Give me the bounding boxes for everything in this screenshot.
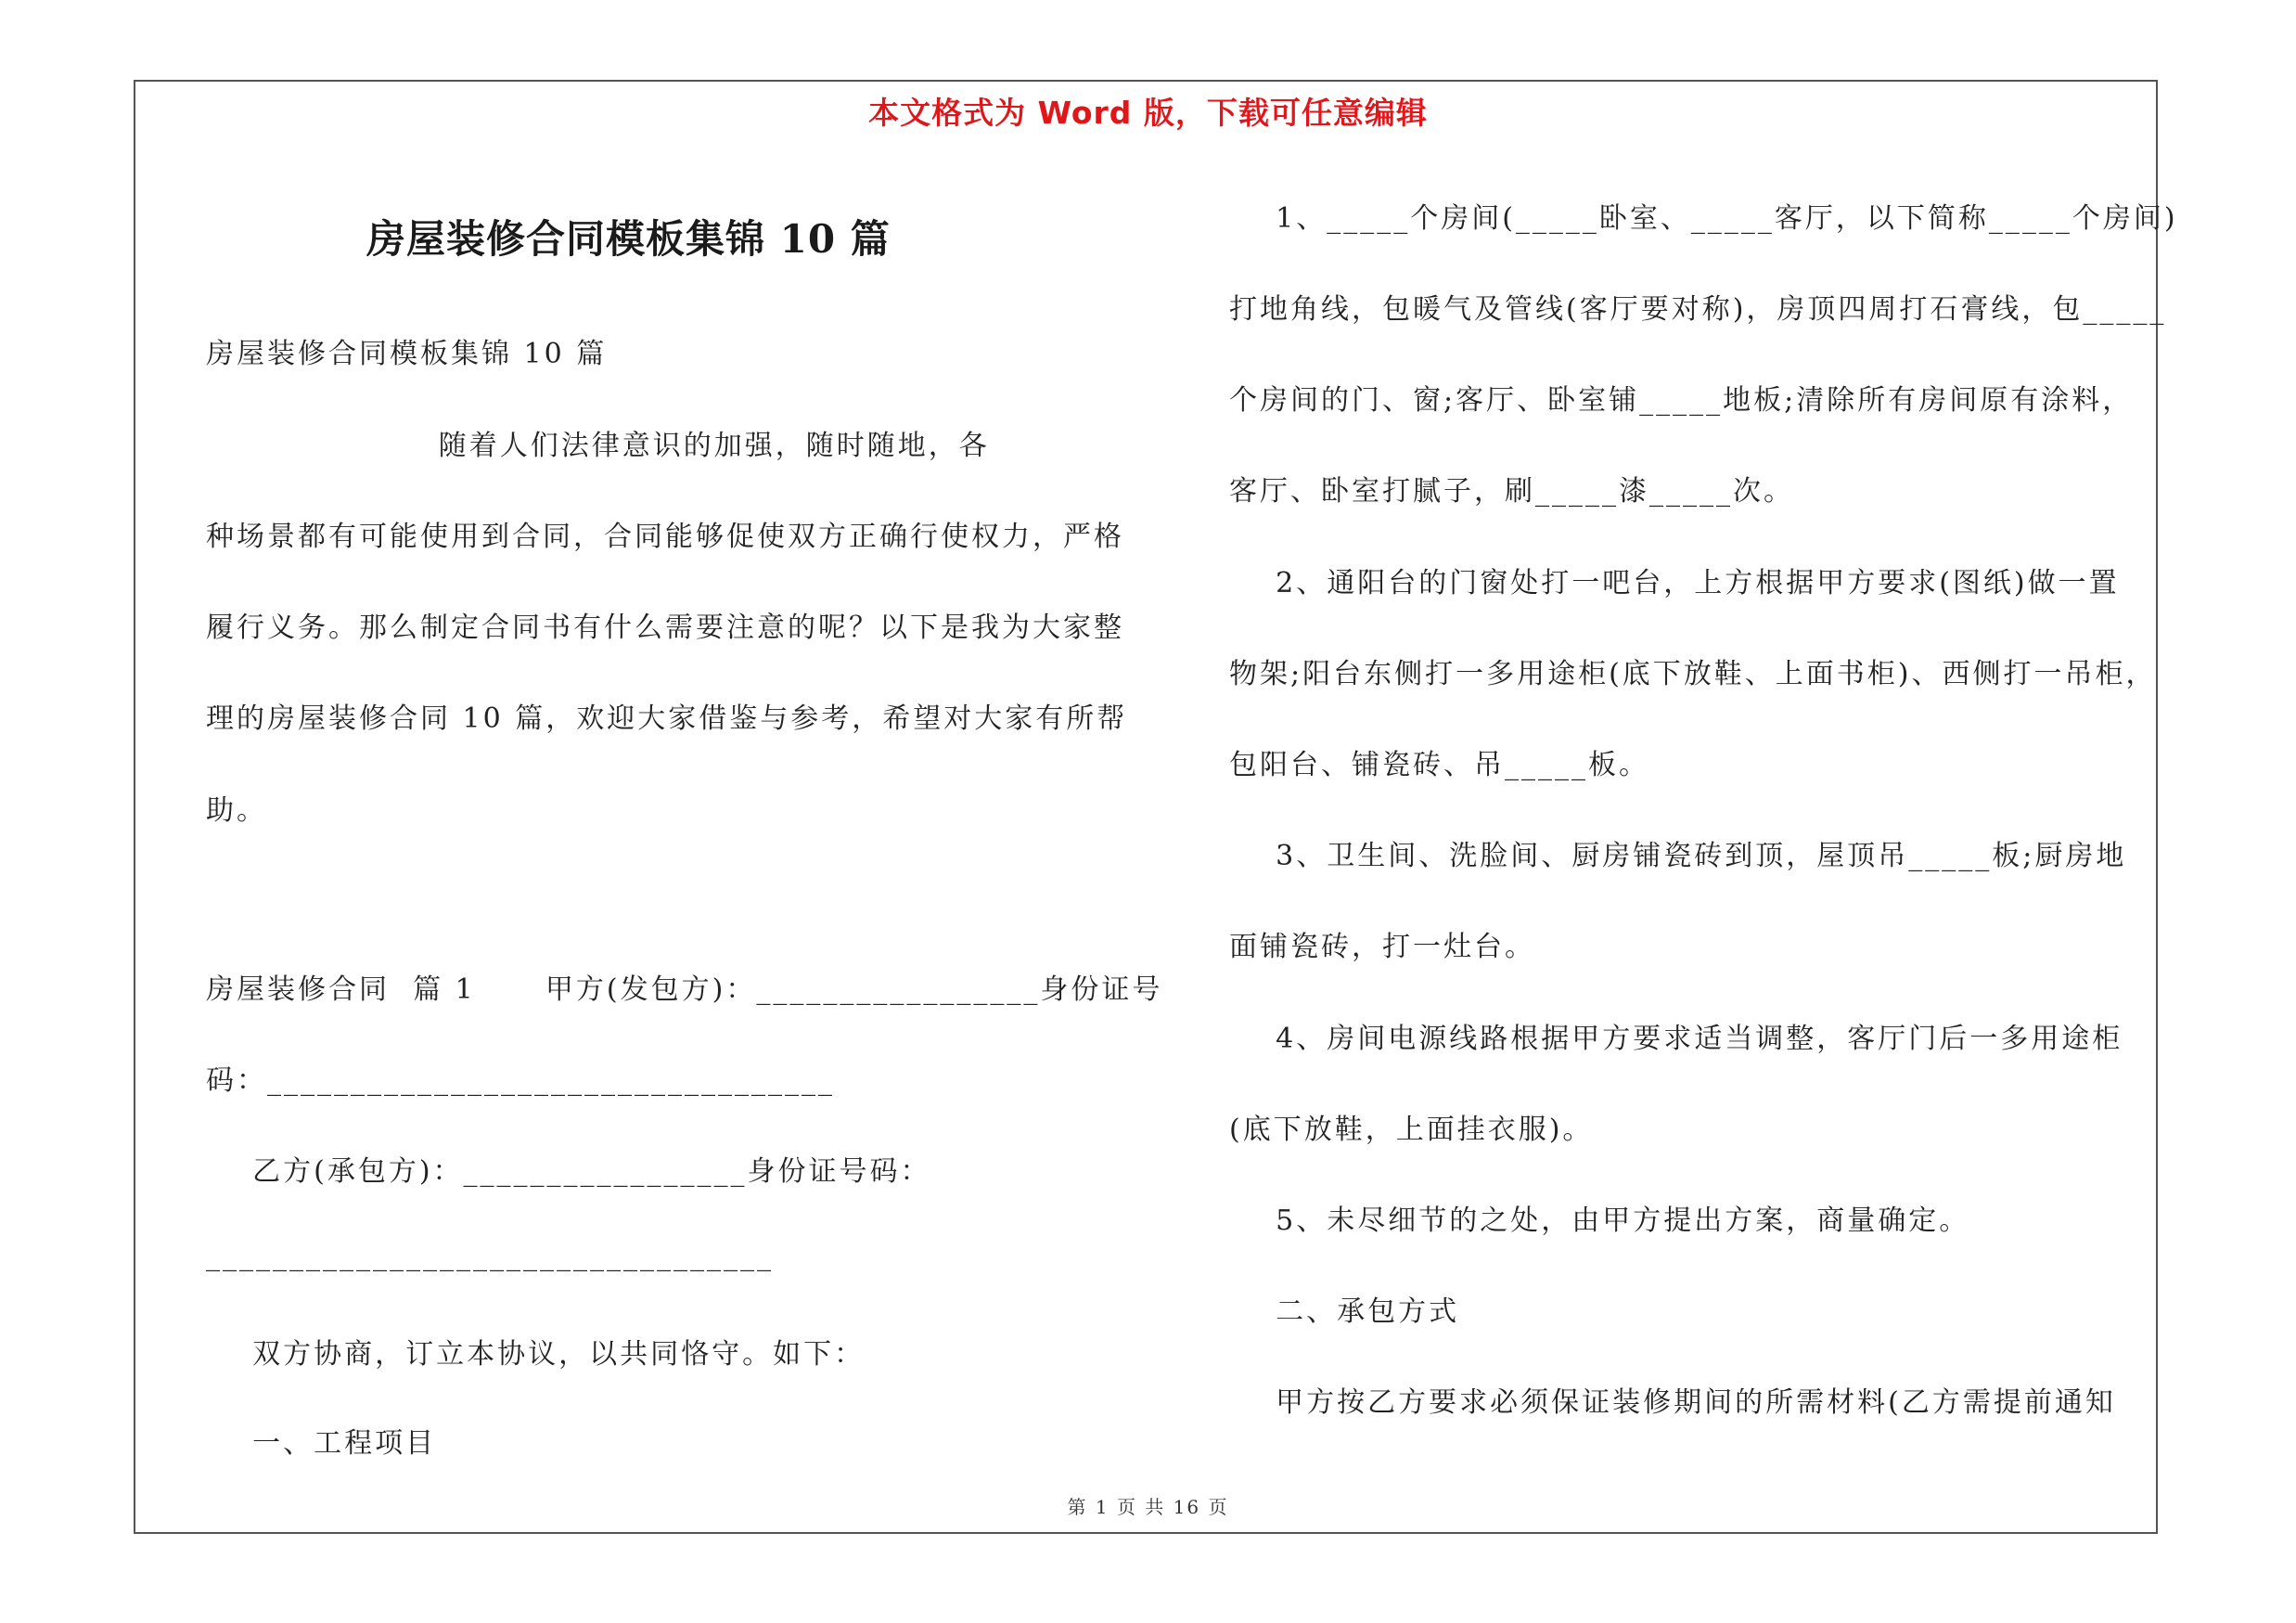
body-line: 面铺瓷砖，打一灶台。 [1229,931,1535,963]
body-line: 3、卫生间、洗脸间、厨房铺瓷砖到顶，屋顶吊_____板;厨房地 [1229,840,2127,872]
body-line: 包阳台、铺瓷砖、吊_____板。 [1229,749,1649,781]
body-line: 随着人们法律意识的加强，随时随地，各 [206,430,990,462]
body-line: 履行义务。那么制定合同书有什么需要注意的呢？以下是我为大家整 [206,612,1124,644]
body-line: 5、未尽细节的之处，由甲方提出方案，商量确定。 [1229,1204,1970,1237]
body-line: 一、工程项目 [206,1427,437,1460]
body-line: 乙方(承包方)：_________________身份证号码： [206,1155,931,1188]
body-line: 房屋装修合同模板集锦 10 篇 [206,338,608,370]
page-number-footer: 第 1 页 共 16 页 [1067,1496,1229,1518]
body-line: 打地角线，包暖气及管线(客厅要对称)，房顶四周打石膏线，包_____ [1229,293,2167,326]
document-title: 房屋装修合同模板集锦 10 篇 [366,216,891,262]
body-line: 2、通阳台的门窗处打一吧台，上方根据甲方要求(图纸)做一置 [1229,567,2120,599]
body-line: 客厅、卧室打腻子，刷_____漆_____次。 [1229,475,1794,508]
body-line: 4、房间电源线路根据甲方要求适当调整，客厅门后一多用途柜 [1229,1023,2123,1055]
body-line: 甲方按乙方要求必须保证装修期间的所需材料(乙方需提前通知 [1229,1386,2116,1419]
body-line: (底下放鞋，上面挂衣服)。 [1229,1114,1594,1146]
body-line: 房屋装修合同 篇 1 甲方(发包方)：_________________身份证号 [206,973,1163,1006]
body-line: 二、承包方式 [1229,1295,1460,1328]
body-line: 物架;阳台东侧打一多用途柜(底下放鞋、上面书柜)、西侧打一吊柜， [1229,658,2157,690]
body-line: 种场景都有可能使用到合同，合同能够促使双方正确行使权力，严格 [206,521,1124,553]
format-notice-banner: 本文格式为 Word 版，下载可任意编辑 [868,95,1428,131]
body-line: 个房间的门、窗;客厅、卧室铺_____地板;清除所有房间原有涂料， [1229,384,2134,417]
body-line: 1、_____个房间(_____卧室、_____客厅，以下简称_____个房间) [1229,202,2178,235]
body-line: 码：__________________________________ [206,1064,835,1097]
body-line: __________________________________ [206,1240,774,1272]
body-line: 双方协商，订立本协议，以共同恪守。如下： [206,1338,866,1371]
body-line: 助。 [206,794,267,827]
body-line: 理的房屋装修合同 10 篇，欢迎大家借鉴与参考，希望对大家有所帮 [206,702,1128,735]
